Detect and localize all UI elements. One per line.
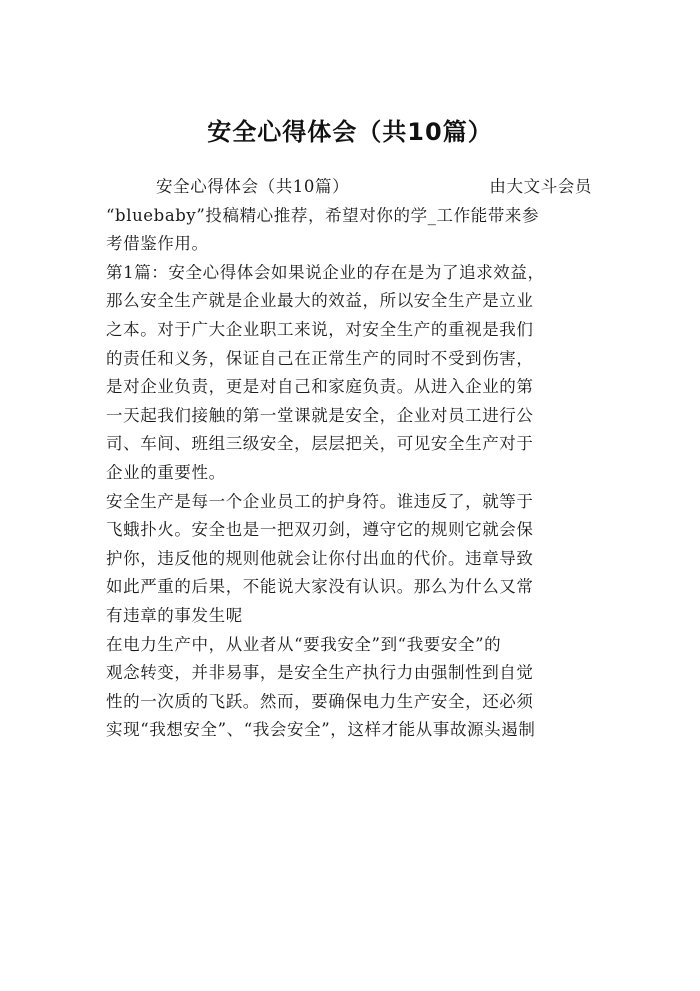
text-line: 飞蛾扑火。安全也是一把双刃剑，遵守它的规则它就会保 xyxy=(106,520,534,540)
text-line: 观念转变，并非易事，是安全生产执行力由强制性到自觉 xyxy=(106,663,534,683)
text-line: 之本。对于广大企业职工来说，对安全生产的重视是我们 xyxy=(106,319,534,339)
intro-title: 安全心得体会（共10篇） xyxy=(156,177,350,196)
text-line: 第1篇：安全心得体会如果说企业的存在是为了追求效益， xyxy=(106,262,545,282)
text-line: 在电力生产中，从业者从“要我安全”到“我要安全”的 xyxy=(106,634,502,654)
document-body xyxy=(106,173,596,745)
text-line: 安全生产是每一个企业员工的护身符。谁违反了，就等于 xyxy=(106,491,534,511)
text-line: 考借鉴作用。 xyxy=(106,234,209,254)
intro-author: 由大文斗会员 xyxy=(489,177,592,196)
text-line: 一天起我们接触的第一堂课就是安全，企业对员工进行公 xyxy=(106,405,534,425)
text-line: 的责任和义务，保证自己在正常生产的同时不受到伤害， xyxy=(106,348,534,368)
text-line: 是对企业负责，更是对自己和家庭负责。从进入企业的第 xyxy=(106,377,534,397)
document-title: 安全心得体会（共10篇） xyxy=(207,118,493,146)
text-line: 企业的重要性。 xyxy=(106,462,226,482)
text-line: 护你，违反他的规则他就会让你付出血的代价。违章导致 xyxy=(106,548,534,568)
text-line: 性的一次质的飞跃。然而，要确保电力生产安全，还必须 xyxy=(106,691,534,711)
text-line: 司、车间、班组三级安全，层层把关，可见安全生产对于 xyxy=(106,434,534,454)
text-line: 实现“我想安全”、“我会安全”，这样才能从事故源头遏制 xyxy=(106,720,536,740)
intro-line xyxy=(106,173,596,202)
text-line: 那么安全生产就是企业最大的效益，所以安全生产是立业 xyxy=(106,291,534,311)
text-line: 有违章的事发生呢 xyxy=(106,605,243,625)
text-line: “bluebaby”投稿精心推荐，希望对你的学_工作能带来参 xyxy=(106,205,540,225)
text-line: 如此严重的后果，不能说大家没有认识。那么为什么又常 xyxy=(106,577,534,597)
